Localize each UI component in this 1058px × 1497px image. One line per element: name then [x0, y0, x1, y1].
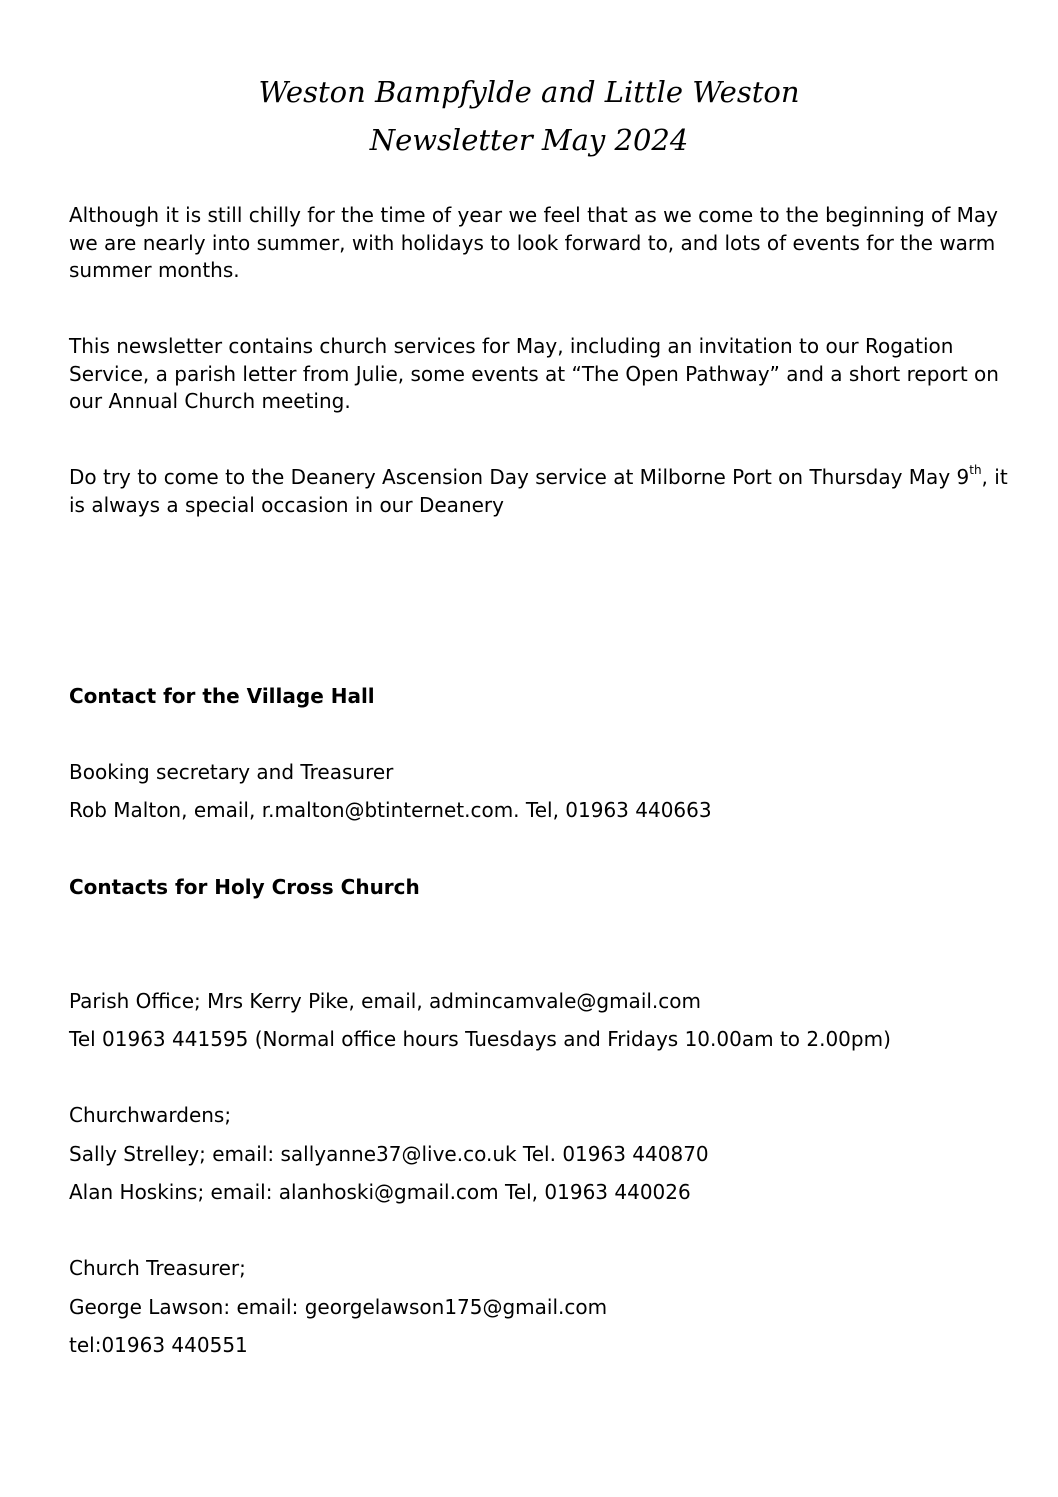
- churchwarden-2: Alan Hoskins; email: alanhoski@gmail.com Tel, 01963 440026: [69, 1180, 691, 1204]
- churchwarden-1: Sally Strelley; email: sallyanne37@live.co.uk Tel. 01963 440870: [69, 1142, 709, 1166]
- treasurer-label: Church Treasurer;: [69, 1256, 246, 1280]
- newsletter-subtitle: Newsletter May 2024: [369, 123, 689, 157]
- parish-office-line-1: Parish Office; Mrs Kerry Pike, email, admincamvale@gmail.com: [69, 989, 702, 1013]
- intro-paragraph-3-text: Do try to come to the Deanery Ascension Day service at Milborne Port on Thursday May 9: [69, 465, 970, 489]
- ordinal-suffix: th: [969, 463, 982, 478]
- intro-paragraph-2: This newsletter contains church services for May, including an invitation to our Rogation Service, a parish letter from Julie, some events at “The Open Pathway” and a short report on our Annual Church meeting.: [69, 334, 999, 413]
- treasurer-line-1: George Lawson: email: georgelawson175@gmail.com: [69, 1295, 608, 1319]
- newsletter-title: Weston Bampfylde and Little Weston: [258, 75, 800, 109]
- intro-paragraph-1: Although it is still chilly for the time of year we feel that as we come to the beginning of May we are nearly into summer, with holidays to look forward to, and lots of events for the warm summer months.: [69, 203, 998, 282]
- churchwardens-label: Churchwardens;: [69, 1103, 232, 1127]
- treasurer-line-2: tel:01963 440551: [69, 1333, 248, 1357]
- parish-office-line-2: Tel 01963 441595 (Normal office hours Tuesdays and Fridays 10.00am to 2.00pm): [69, 1027, 891, 1051]
- intro-paragraph-3: [69, 464, 1009, 519]
- village-hall-role: Booking secretary and Treasurer: [69, 760, 394, 784]
- village-hall-contact: Rob Malton, email, r.malton@btinternet.com. Tel, 01963 440663: [69, 798, 712, 822]
- church-heading: Contacts for Holy Cross Church: [69, 875, 420, 899]
- intro-paragraph-3-tail: , it is always a special occasion in our Deanery: [69, 465, 1008, 517]
- village-hall-heading: Contact for the Village Hall: [69, 684, 375, 708]
